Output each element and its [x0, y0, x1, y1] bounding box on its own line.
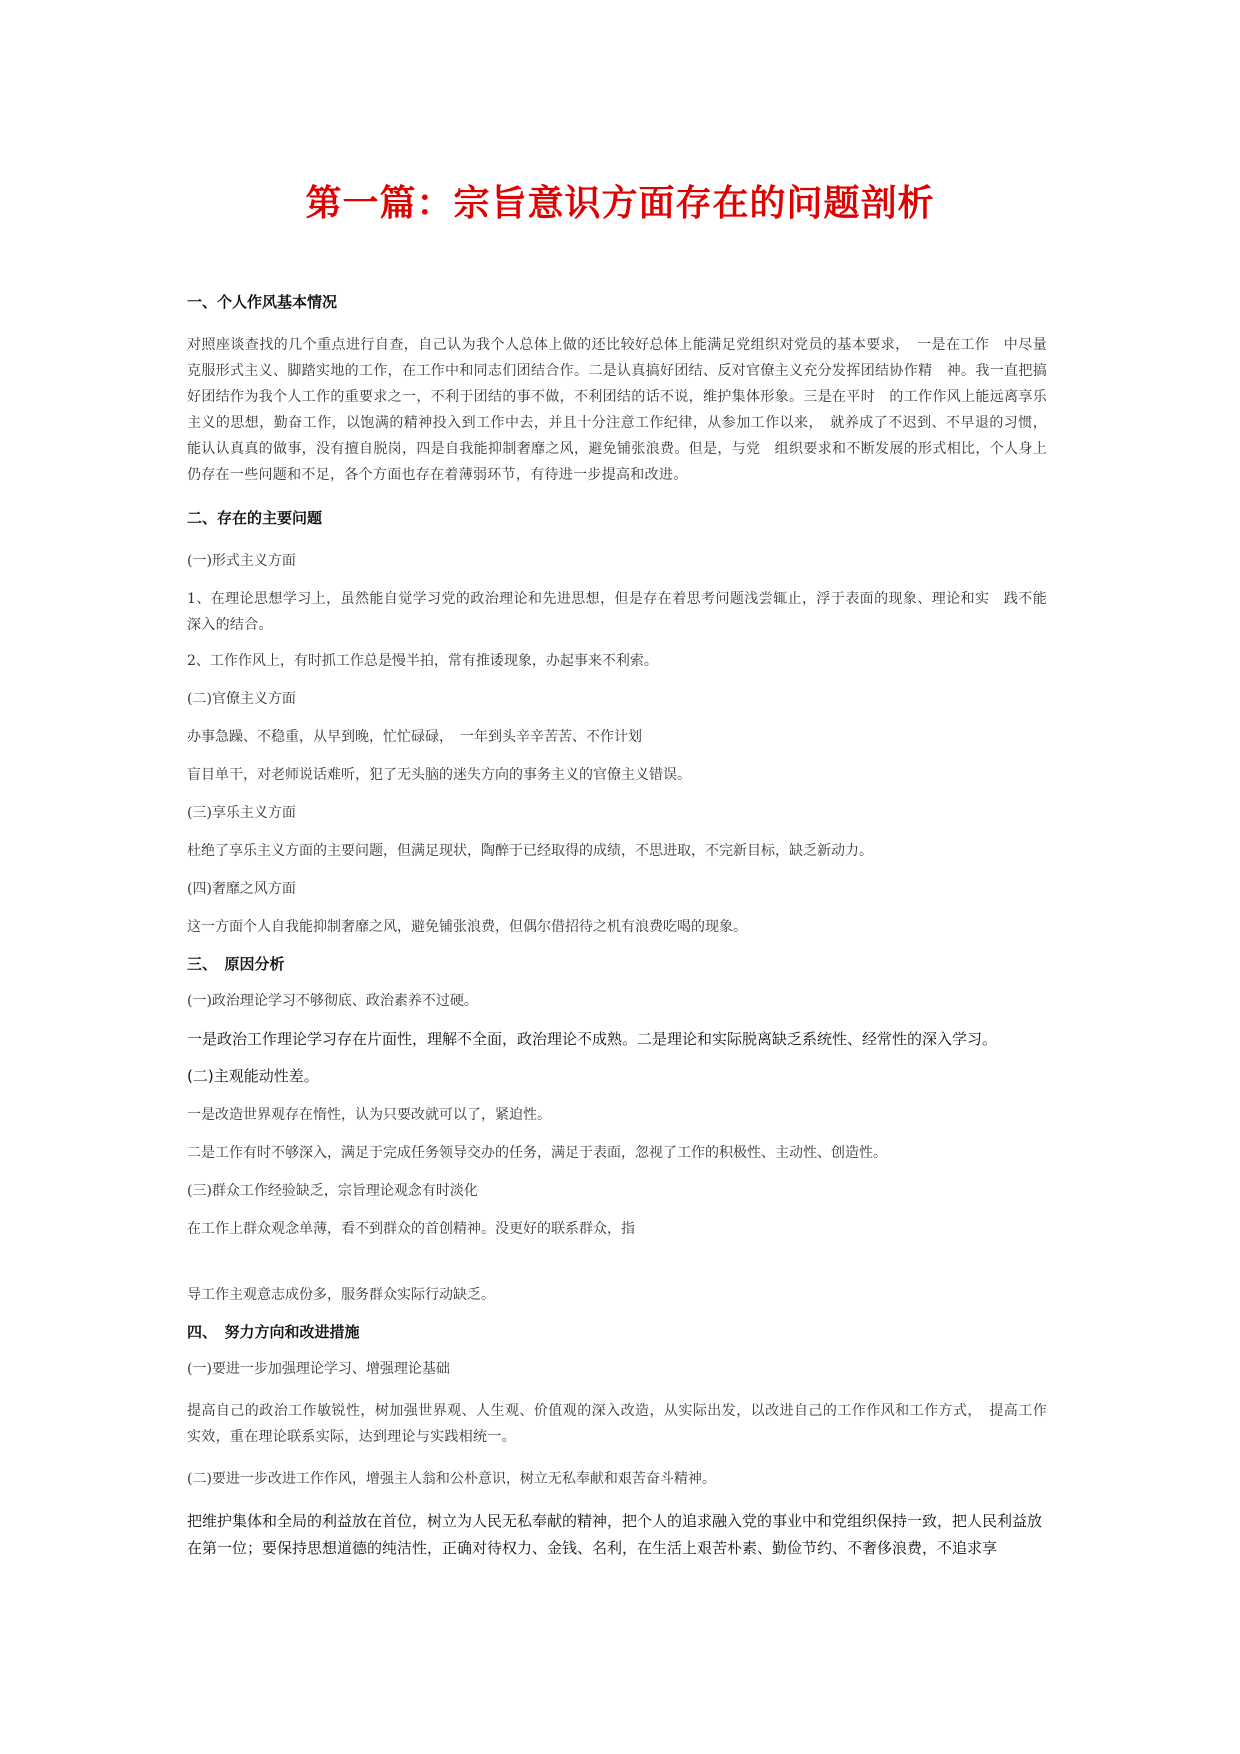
- section-3-paragraph-2: 一是改造世界观存在惰性，认为只要改就可以了，紧迫性。: [187, 1107, 551, 1123]
- section-4-subheading-2: (二)要进一步改进工作作风，增强主人翁和公朴意识，树立无私奉献和艰苦奋斗精神。: [187, 1471, 716, 1487]
- section-heading-2: 二、存在的主要问题: [187, 509, 323, 527]
- section-3-subheading-2: (二)主观能动性差。: [187, 1067, 319, 1085]
- section-2-paragraph-2: 2、工作作风上，有时抓工作总是慢半拍，常有推诿现象，办起事来不利索。: [187, 653, 658, 669]
- section-2-subheading-2: (二)官僚主义方面: [187, 691, 296, 707]
- section-2-subheading-4: (四)奢靡之风方面: [187, 881, 296, 897]
- section-3-subheading-1: (一)政治理论学习不够彻底、政治素养不过硬。: [187, 993, 478, 1009]
- section-4-subheading-1: (一)要进一步加强理论学习、增强理论基础: [187, 1361, 450, 1377]
- section-3-paragraph-3: 二是工作有时不够深入，满足于完成任务领导交办的任务，满足于表面，忽视了工作的积极性、主动性、创造性。: [187, 1145, 887, 1161]
- section-heading-4: 四、 努力方向和改进措施: [187, 1323, 360, 1341]
- section-3-paragraph-4: 在工作上群众观念单薄，看不到群众的首创精神。没更好的联系群众，指: [187, 1221, 635, 1237]
- section-2-paragraph-3: 办事急躁、不稳重，从早到晚，忙忙碌碌， 一年到头辛辛苦苦、不作计划: [187, 729, 642, 745]
- section-heading-3: 三、 原因分析: [187, 955, 285, 973]
- section-3-subheading-3: (三)群众工作经验缺乏，宗旨理论观念有时淡化: [187, 1183, 478, 1199]
- section-2-subheading-1: (一)形式主义方面: [187, 553, 296, 569]
- document-body: [187, 290, 1047, 1562]
- section-4-paragraph-1: 提高自己的政治工作敏锐性，树加强世界观、人生观、价值观的深入改造，从实际出发，以改进自己的工作作风和工作方式， 提高工作实效，重在理论联系实际，达到理论与实践相统一。: [187, 1403, 1047, 1445]
- section-4-paragraph-2: 把维护集体和全局的利益放在首位，树立为人民无私奉献的精神，把个人的追求融入党的事业中和党组织保持一致，把人民利益放在第一位；要保持思想道德的纯洁性，正确对待权力、金钱、名利，在生活上艰苦朴素、勤俭节约、不奢侈浪费，不追求享: [187, 1512, 1043, 1557]
- section-2-paragraph-5: 杜绝了享乐主义方面的主要问题，但满足现状，陶醉于已经取得的成绩，不思进取，不完新目标，缺乏新动力。: [187, 843, 873, 859]
- section-1-paragraph: 对照座谈查找的几个重点进行自查，自己认为我个人总体上做的还比较好总体上能满足党组织对党员的基本要求， 一是在工作 中尽量克服形式主义、脚踏实地的工作，在工作中和同志们团结合作。二是认真搞好团结、反对官僚主义充分发挥团结协作精 神。我一直把搞好团结作为我个人工作的重要求之一，不利于团结的事不做，不利团结的话不说，维护集体形象。三是在平时 的工作作风上能远离享乐主义的思想，勤奋工作，以饱满的精神投入到工作中去，并且十分注意工作纪律，从参加工作以来， 就养成了不迟到、不早退的习惯，能认认真真的做事，没有擅自脱岗，四是自我能抑制奢靡之风，避免铺张浪费。但是，与党 组织要求和不断发展的形式相比，个人身上仍存在一些问题和不足，各个方面也存在着薄弱环节，有待进一步提高和改进。: [187, 337, 1047, 483]
- document-title: 第一篇：宗旨意识方面存在的问题剖析: [305, 183, 935, 224]
- section-2-paragraph-6: 这一方面个人自我能抑制奢靡之风，避免铺张浪费，但偶尔借招待之机有浪费吃喝的现象。: [187, 919, 747, 935]
- section-2-subheading-3: (三)享乐主义方面: [187, 805, 296, 821]
- section-2-paragraph-1: 1、在理论思想学习上，虽然能自觉学习党的政治理论和先进思想，但是存在着思考问题浅尝辄止，浮于表面的现象、理论和实 践不能深入的结合。: [187, 591, 1047, 633]
- section-3-paragraph-1: 一是政治工作理论学习存在片面性，理解不全面，政治理论不成熟。二是理论和实际脱离缺乏系统性、经常性的深入学习。: [187, 1030, 998, 1048]
- section-2-paragraph-4: 盲目单干，对老师说话难听，犯了无头脑的迷失方向的事务主义的官僚主义错误。: [187, 767, 691, 783]
- section-3-paragraph-5: 导工作主观意志成份多，服务群众实际行动缺乏。: [187, 1287, 495, 1303]
- section-heading-1: 一、个人作风基本情况: [187, 293, 338, 311]
